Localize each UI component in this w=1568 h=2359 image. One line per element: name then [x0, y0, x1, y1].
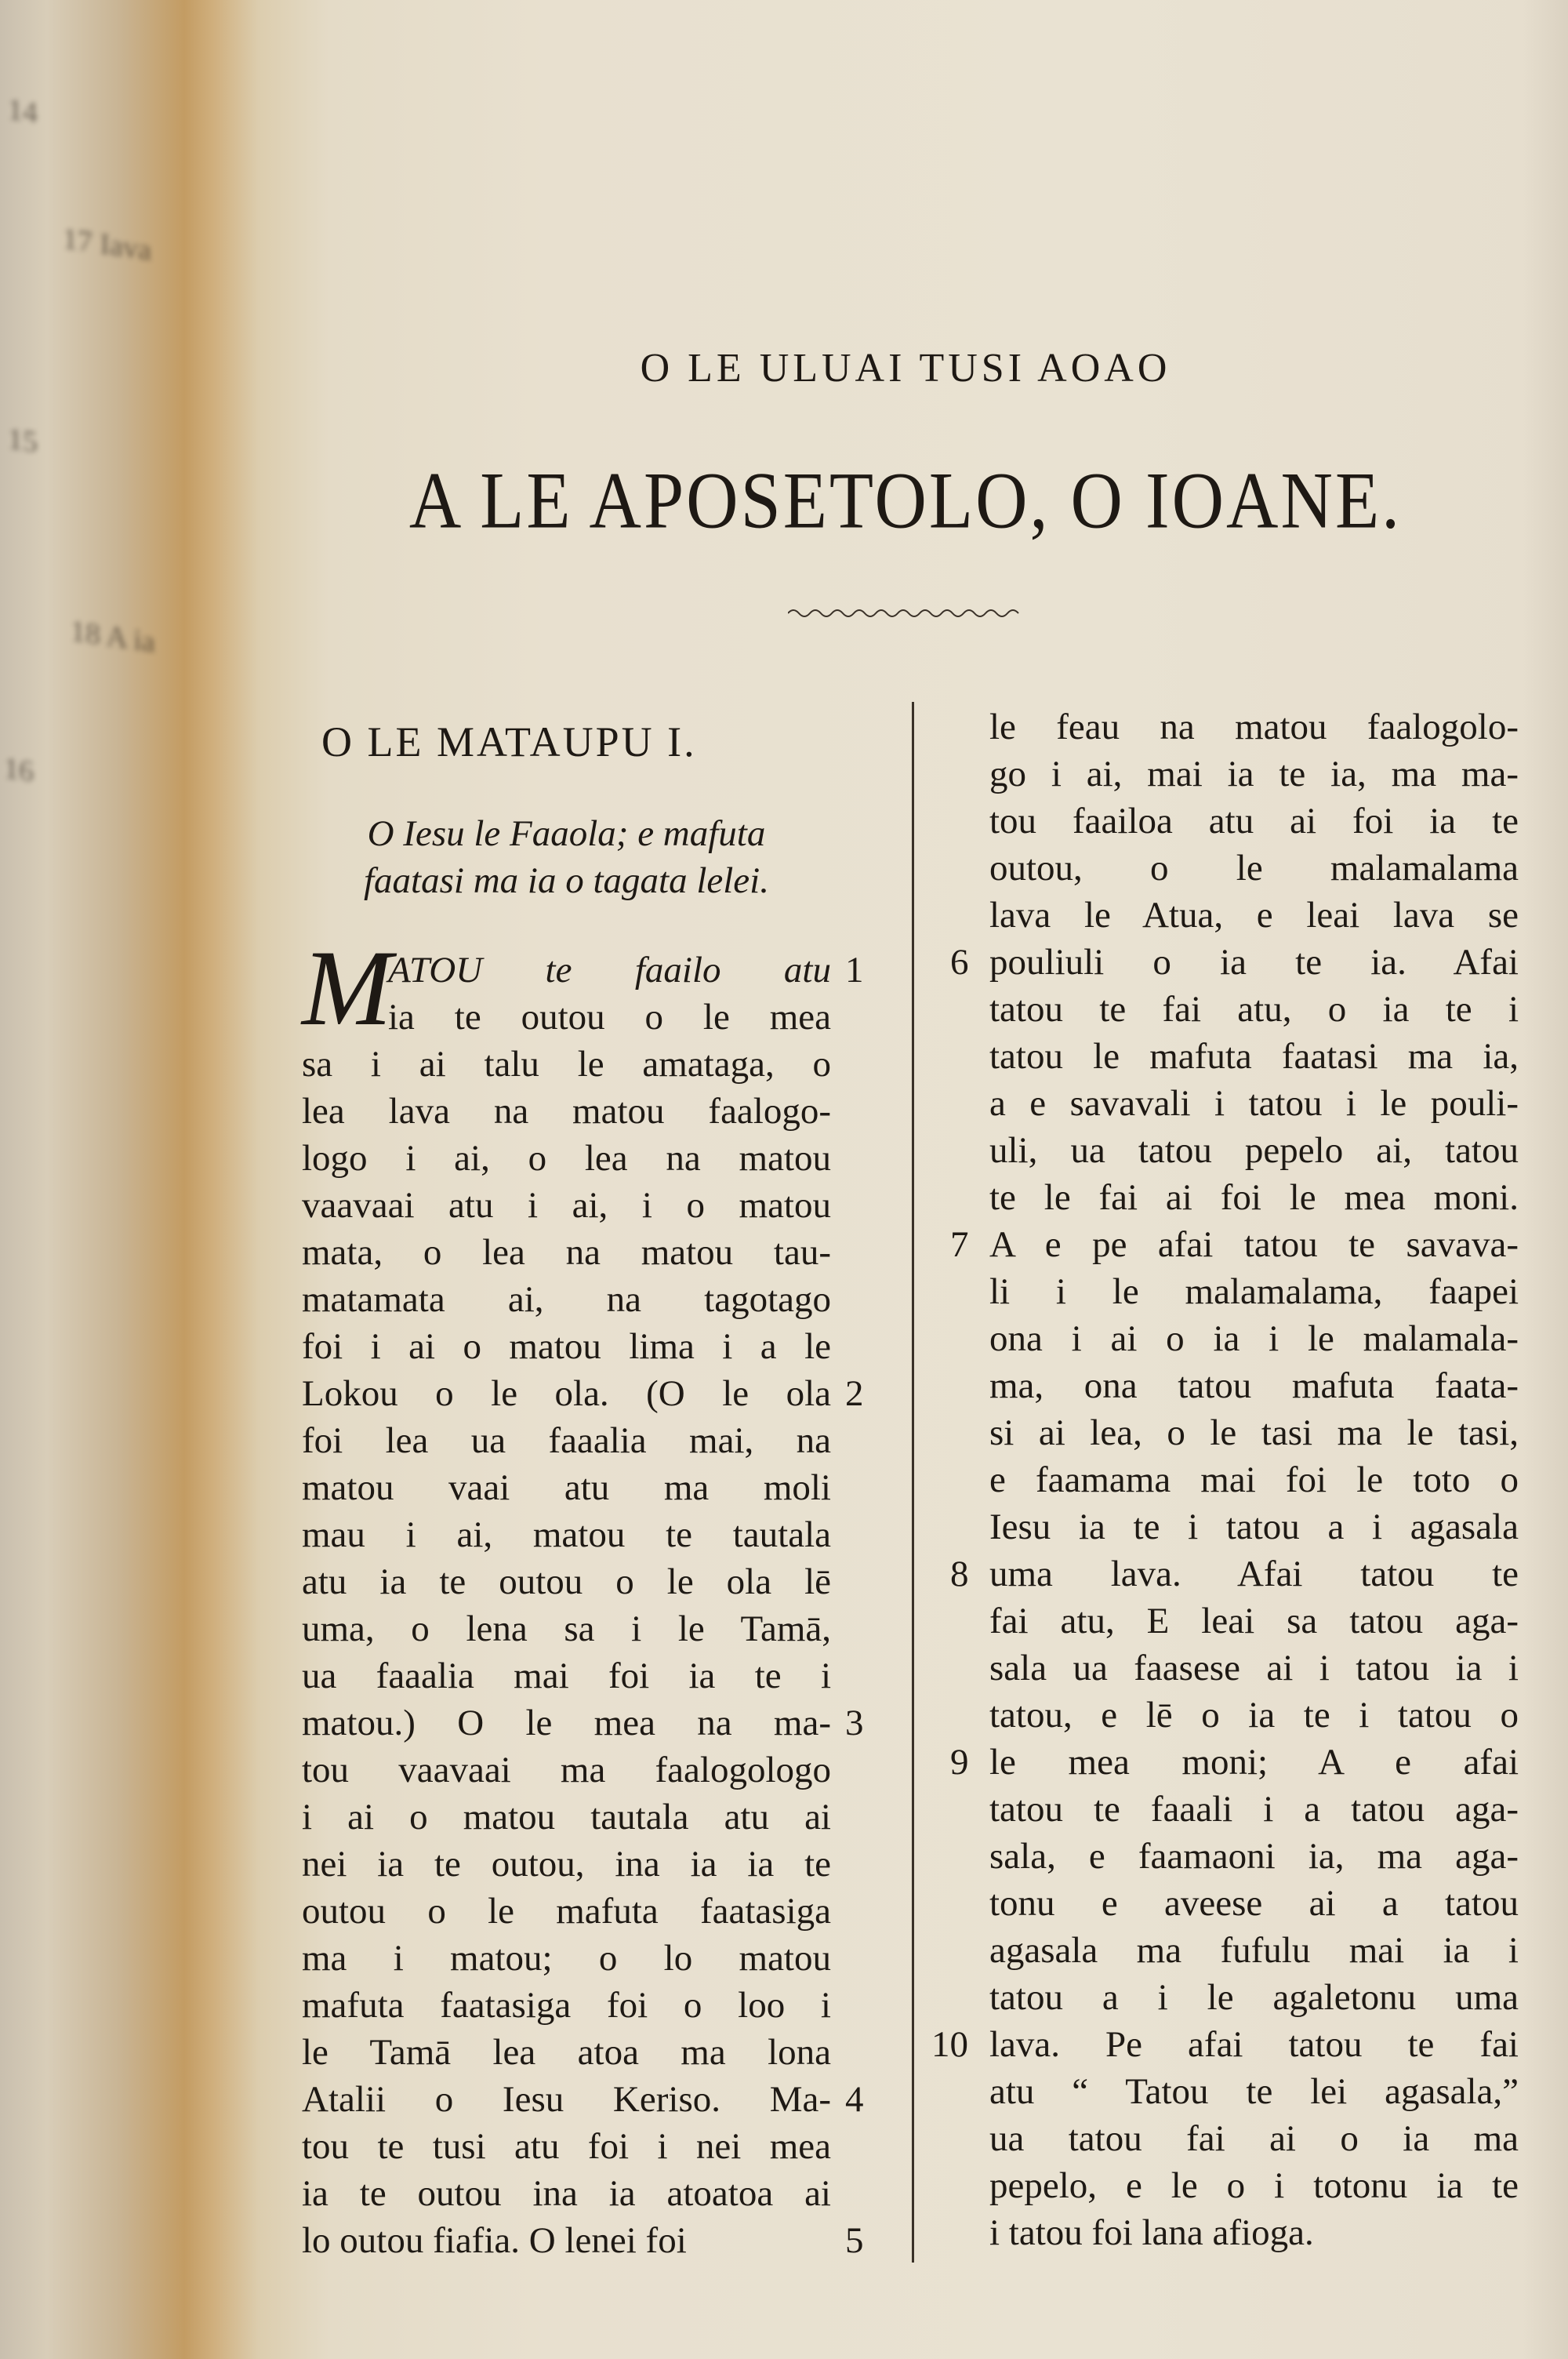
text-line: ia te outou o le mea	[388, 997, 831, 1038]
text-line: ona i ai o ia i le malamala-	[989, 1318, 1519, 1359]
text-line: tatou te fai atu, o ia te i	[989, 989, 1519, 1030]
text-line: tou vaavaai ma faalogologo	[302, 1750, 831, 1790]
chapter-heading: O LE MATAUPU I.	[321, 718, 697, 765]
text-line: i tatou foi lana afioga.	[989, 2212, 1314, 2253]
text-line: nei ia te outou, ina ia ia te	[302, 1844, 831, 1885]
text-line: tatou a i le agaletonu uma	[989, 1977, 1519, 2018]
text-line: te le fai ai foi le mea moni.	[989, 1177, 1519, 1218]
verse-number: 4	[845, 2079, 864, 2120]
summary-line: faatasi ma ia o tagata lelei.	[364, 860, 769, 901]
summary-line: O Iesu le Faaola; e mafuta	[367, 813, 766, 854]
text-line: e faamama mai foi le toto o	[989, 1459, 1519, 1500]
text-line: agasala ma fufulu mai ia i	[989, 1930, 1519, 1971]
text-line: ua faaalia mai foi ia te i	[302, 1656, 831, 1696]
text-line: uli, ua tatou pepelo ai, tatou	[989, 1130, 1519, 1171]
text-line: tatou, e lē o ia te i tatou o	[989, 1695, 1519, 1736]
text-line: tou faailoa atu ai foi ia te	[989, 801, 1519, 841]
text-line: pepelo, e le o i totonu ia te	[989, 2165, 1519, 2206]
facing-page-number: 16	[4, 751, 34, 789]
text-line: tatou te faaali i a tatou aga-	[989, 1789, 1519, 1830]
main-title: A LE APOSETOLO, O IOANE.	[408, 455, 1403, 546]
facing-page-fragment: 18 A ia	[71, 614, 155, 660]
text-line: foi lea ua faaalia mai, na	[302, 1420, 831, 1461]
text-line: lo outou fiafia. O lenei foi	[302, 2220, 687, 2261]
text-line: ua tatou fai ai o ia ma	[989, 2118, 1519, 2159]
text-line: go i ai, mai ia te ia, ma ma-	[989, 754, 1519, 794]
text-line: le Tamā lea atoa ma lona	[302, 2032, 831, 2073]
text-line: logo i ai, o lea na matou	[302, 1138, 831, 1179]
text-line: ia te outou ina ia atoatoa ai	[302, 2173, 831, 2214]
text-line: sa i ai talu le amataga, o	[302, 1044, 831, 1085]
text-line: sala, e faamaoni ia, ma aga-	[989, 1836, 1519, 1877]
text-line: lava le Atua, e leai lava se	[989, 895, 1519, 936]
text-line: outou, o le malamalama	[989, 848, 1519, 889]
page-edge-shadow	[1521, 0, 1568, 2359]
text-line: ma i matou; o lo matou	[302, 1938, 831, 1979]
text-line: pouliuli o ia te ia. Afai	[989, 942, 1519, 983]
text-line: atu ia te outou o le ola lē	[302, 1561, 831, 1602]
verse-number: 1	[845, 950, 864, 990]
right-column	[989, 703, 1519, 2256]
text-line: Iesu ia te i tatou a i agasala	[989, 1507, 1519, 1547]
text-line: tonu e aveese ai a tatou	[989, 1883, 1519, 1924]
verse-number: 10	[931, 2024, 968, 2065]
text-line: tou te tusi atu foi i nei mea	[302, 2126, 831, 2167]
text-line: lea lava na matou faalogo-	[302, 1091, 831, 1132]
verse-number: 9	[950, 1742, 969, 1783]
text-line: matou vaai atu ma moli	[302, 1467, 831, 1508]
text-line: vaavaai atu i ai, i o matou	[302, 1185, 831, 1226]
text-line: A e pe afai tatou te savava-	[989, 1224, 1519, 1265]
verse-number: 5	[845, 2220, 864, 2261]
text-line: ma, ona tatou mafuta faata-	[989, 1365, 1519, 1406]
facing-page-number: 15	[8, 422, 38, 460]
text-line: atu “ Tatou te lei agasala,”	[989, 2071, 1519, 2112]
text-line: fai atu, E leai sa tatou aga-	[989, 1601, 1519, 1641]
verse-number: 6	[950, 942, 969, 983]
text-line: uma, o lena sa i le Tamā,	[302, 1608, 831, 1649]
text-line: le mea moni; A e afai	[989, 1742, 1519, 1783]
text-line: lava. Pe afai tatou te fai	[989, 2024, 1519, 2065]
facing-page-number: 14	[8, 93, 38, 130]
column-divider	[912, 702, 914, 2263]
running-title: O LE ULUAI TUSI AOAO	[640, 346, 1171, 391]
text-line: a e savavali i tatou i le pouli-	[989, 1083, 1519, 1124]
verse-number: 2	[845, 1373, 864, 1414]
text-line: uma lava. Afai tatou te	[989, 1554, 1519, 1594]
text-line: mau i ai, matou te tautala	[302, 1514, 831, 1555]
ornament-divider	[788, 605, 1023, 621]
text-line: le feau na matou faalogolo-	[989, 707, 1519, 747]
left-column	[302, 947, 831, 2264]
text-line: matamata ai, na tagotago	[302, 1279, 831, 1320]
text-line: outou o le mafuta faatasiga	[302, 1891, 831, 1932]
text-line: mata, o lea na matou tau-	[302, 1232, 831, 1273]
text-line: ATOU te faailo atu	[388, 950, 831, 990]
text-line: li i le malamalama, faapei	[989, 1271, 1519, 1312]
text-line: tatou le mafuta faatasi ma ia,	[989, 1036, 1519, 1077]
drop-cap: M	[302, 928, 392, 1048]
verse-number: 8	[950, 1554, 969, 1594]
text-line: i ai o matou tautala atu ai	[302, 1797, 831, 1837]
text-line: matou.) O le mea na ma-	[302, 1703, 831, 1743]
text-line: mafuta faatasiga foi o loo i	[302, 1985, 831, 2026]
chapter-summary	[302, 810, 831, 904]
text-line: si ai lea, o le tasi ma le tasi,	[989, 1412, 1519, 1453]
text-line: Atalii o Iesu Keriso. Ma-	[302, 2079, 831, 2120]
text-line: Lokou o le ola. (O le ola	[302, 1373, 831, 1414]
facing-page-fragment: 17 Iava	[63, 222, 151, 267]
text-line: sala ua faasese ai i tatou ia i	[989, 1648, 1519, 1688]
verse-number: 7	[950, 1224, 969, 1265]
text-line: foi i ai o matou lima i a le	[302, 1326, 831, 1367]
verse-number: 3	[845, 1703, 864, 1743]
